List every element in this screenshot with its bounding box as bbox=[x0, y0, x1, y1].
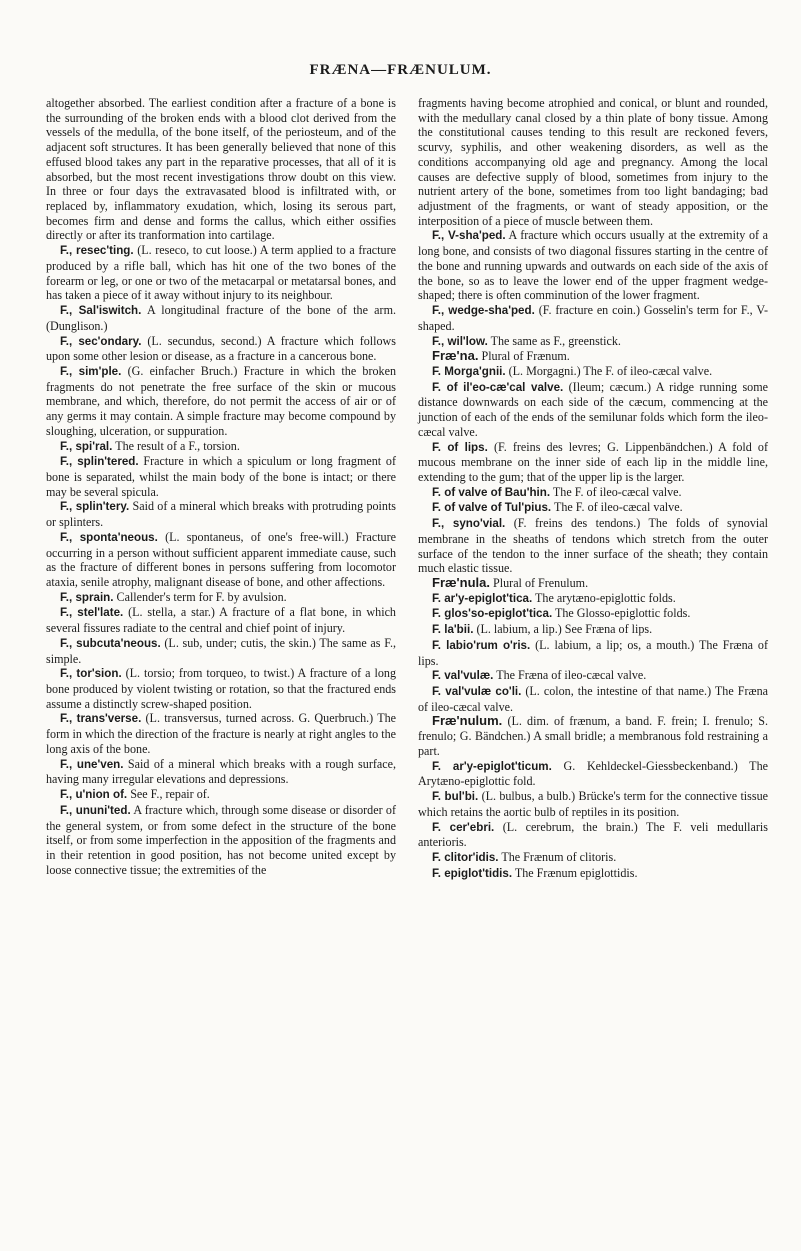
entry-text: The Frænum epiglottidis. bbox=[514, 865, 638, 880]
dictionary-entry bbox=[418, 485, 768, 501]
entry-headword: F. epiglot'tidis. bbox=[432, 866, 513, 880]
entry-text: A fracture which, through some disease or disorder of the general system, or from some defect in the structure of the bone itself, or from some imperfection in the apposition of the fragments and in their retention in good position, has not become united except by loose connective tissue; the extremities of the bbox=[46, 802, 396, 877]
dictionary-entry bbox=[418, 820, 768, 850]
dictionary-entry bbox=[418, 684, 768, 714]
entry-headword: F., Sal'iswitch. bbox=[60, 304, 142, 318]
dictionary-entry bbox=[46, 787, 396, 803]
dictionary-entry bbox=[46, 590, 396, 606]
entry-text: A fracture which occurs usually at the extremity of a long bone, and consists of two diagonal fissures starting in the centre of the bone and running upwards and outwards on each side of the axis of the bone, so as to leave the lower end of the upper fragment wedge-shaped; there is often comminution of the lower fragment. bbox=[418, 228, 769, 303]
entry-headword: F., une'ven. bbox=[60, 757, 124, 771]
entry-text: The arytæno-epiglottic folds. bbox=[535, 590, 676, 605]
entry-headword: F., spi'ral. bbox=[60, 439, 113, 453]
entry-headword: Fræ'nulum. bbox=[432, 713, 503, 729]
entry-headword: F. la'bii. bbox=[432, 623, 474, 637]
dictionary-entry bbox=[418, 576, 768, 591]
entry-text: (L. spontaneus, of one's free-will.) Fracture occurring in a person without sufficient apparent immediate cause, such as the fracture of different bones in persons suffering from locomotor ataxia, senile atrophy, malignant disease of bone, and other affections. bbox=[46, 529, 396, 589]
entry-text: (L. sub, under; cutis, the skin.) The same as F., simple. bbox=[46, 635, 396, 666]
dictionary-entry bbox=[46, 711, 396, 756]
entry-headword: F. val'vulæ. bbox=[432, 669, 494, 683]
entry-text: (F. freins des levres; G. Lippenbändchen.) A fold of mucous membrane on the inner side of each lip in the middle line, extending to the gum; that of the upper lip is the larger. bbox=[418, 439, 768, 484]
entry-headword: F. val'vulæ co'li. bbox=[432, 685, 522, 699]
entry-text: A longitudinal fracture of the bone of the arm. (Dunglison.) bbox=[46, 303, 397, 333]
dictionary-entry bbox=[418, 364, 768, 380]
entry-headword: F. Morga'gnii. bbox=[432, 364, 506, 378]
entry-headword: F., wedge-sha'ped. bbox=[432, 304, 535, 318]
entry-text: (F. freins des tendons.) The folds of synovial membrane in the sheaths of tendons which stretch from the outer surface of the tendon to the inner surface of the sheath; they contain much elastic tissue. bbox=[418, 516, 768, 576]
dictionary-entry bbox=[46, 803, 396, 878]
dictionary-entry bbox=[418, 380, 768, 440]
entry-headword: F., trans'verse. bbox=[60, 712, 142, 726]
page-header: FRÆNA—FRÆNULUM. bbox=[309, 62, 492, 78]
entry-text: (L. dim. of frænum, a band. F. frein; I. frenulo; S. frenulo; G. Bändchen.) A small bridle; a membranous fold restraining a part. bbox=[418, 714, 768, 758]
entry-headword: F., V-sha'ped. bbox=[432, 229, 506, 243]
entry-headword: F. glos'so-epiglot'tica. bbox=[432, 607, 553, 621]
dictionary-entry bbox=[418, 789, 768, 819]
entry-text: (G. einfacher Bruch.) Fracture in which the broken fragments do not penetrate the free surface of the skin or mucous membrane, and which, therefore, do not permit the access of air or of any germs it may contain. A simple fracture may become compound by sloughing, ulceration, or suppuration. bbox=[46, 363, 396, 438]
entry-headword: F. labio'rum o'ris. bbox=[432, 638, 531, 652]
entry-text: Fracture in which a spiculum or long fragment of bone is separated, whilst the main body of the bone is intact; or there may be several spicula. bbox=[46, 454, 396, 499]
entry-text: The Fræna of ileo-cæcal valve. bbox=[496, 668, 647, 683]
dictionary-entry bbox=[46, 303, 396, 333]
entry-headword: F., ununi'ted. bbox=[60, 803, 131, 817]
entry-headword: F. ar'y-epiglot'tica. bbox=[432, 591, 533, 605]
entry-text: (L. stella, a star.) A fracture of a flat bone, in which several fissures radiate to the central and chief point of injury. bbox=[46, 605, 396, 636]
dictionary-entry bbox=[418, 850, 768, 866]
dictionary-entry bbox=[418, 228, 768, 303]
dictionary-entry bbox=[418, 759, 768, 789]
dictionary-entry bbox=[46, 439, 396, 455]
entry-headword: F. clitor'idis. bbox=[432, 850, 499, 864]
dictionary-entry bbox=[46, 757, 396, 787]
entry-headword: F., sim'ple. bbox=[60, 364, 122, 378]
entry-headword: F., u'nion of. bbox=[60, 788, 128, 802]
entry-text: (L. labium, a lip; os, a mouth.) The Fræna of lips. bbox=[418, 637, 768, 668]
entry-text: (L. Morgagni.) The F. of ileo-cæcal valve. bbox=[508, 363, 713, 378]
entry-headword: F., sprain. bbox=[60, 590, 114, 604]
dictionary-entry bbox=[418, 866, 768, 882]
entry-text: (L. labium, a lip.) See Fræna of lips. bbox=[476, 622, 653, 637]
entry-headword: F. of valve of Tul'pius. bbox=[432, 501, 552, 515]
entry-headword: F., subcuta'neous. bbox=[60, 636, 161, 650]
dictionary-entry bbox=[46, 364, 396, 439]
dictionary-entry bbox=[418, 349, 768, 364]
entry-headword: F., tor'sion. bbox=[60, 667, 122, 681]
entry-text: G. Kehldeckel-Giessbeckenband.) The Arytæno-epiglottic fold. bbox=[418, 758, 768, 789]
entry-headword: Fræ'nula. bbox=[432, 575, 490, 590]
entry-text: (L. cerebrum, the brain.) The F. veli medullaris anterioris. bbox=[418, 819, 768, 850]
dictionary-entry bbox=[46, 605, 396, 635]
entry-text: See F., repair of. bbox=[130, 787, 210, 802]
entry-text: The same as F., greenstick. bbox=[490, 333, 621, 348]
right-column bbox=[418, 96, 768, 881]
entry-headword: F. of il'eo-cæ'cal valve. bbox=[432, 380, 564, 394]
entry-headword: F. bul'bi. bbox=[432, 790, 479, 804]
entry-text: Said of a mineral which breaks with protruding points or splinters. bbox=[46, 499, 397, 530]
dictionary-entry bbox=[46, 243, 396, 303]
entry-text: (L. transversus, turned across. G. Querbruch.) The form in which the direction of the fracture is nearly at right angles to the long axis of the bone. bbox=[46, 711, 396, 756]
entry-headword: F. ar'y-epiglot'ticum. bbox=[432, 759, 552, 773]
entry-headword: F., wil'low. bbox=[432, 334, 488, 348]
entry-headword: F. of valve of Bau'hin. bbox=[432, 485, 551, 499]
dictionary-entry bbox=[418, 638, 768, 668]
entry-headword: F., stel'late. bbox=[60, 606, 124, 620]
dictionary-entry bbox=[418, 622, 768, 638]
dictionary-entry bbox=[418, 606, 768, 622]
entry-headword: F. cer'ebri. bbox=[432, 820, 495, 834]
entry-text: (L. colon, the intestine of that name.) The Fræna of ileo-cæcal valve. bbox=[418, 684, 768, 714]
entry-text: (L. reseco, to cut loose.) A term applied to a fracture produced by a rifle ball, which has hit one of the two bones of the forearm or leg, or one or two of the metacarpal or metatarsal bones, and has taken a piece of it away without injury to its neighbour. bbox=[46, 243, 396, 303]
dictionary-entry bbox=[46, 334, 396, 364]
entry-text: The F. of ileo-cæcal valve. bbox=[553, 500, 683, 515]
entry-text: (L. bulbus, a bulb.) Brücke's term for the connective tissue which retains the aortic bulb of reptiles in its position. bbox=[418, 789, 768, 819]
dictionary-entry bbox=[418, 303, 768, 333]
entry-text: altogether absorbed. The earliest condition after a fracture of a bone is the surrounding of the broken ends with a blood clot derived from the vessels of the medulla, of the bone itself, of the periosteum, and of the adjacent soft structures. It has been generally believed that none of this effused blood takes any part in the reparative processes, that all of it is absorbed, but the most recent investigations throw doubt on this view. In three or four days the extravasated blood is infiltrated with, or replaced by, inflammatory exudation, which, losing its serous part, becomes firm and dense and forms the callus, which either ossifies directly or after its tranformation into cartilage. bbox=[46, 96, 396, 243]
dictionary-entry bbox=[418, 668, 768, 684]
entry-text: The Glosso-epiglottic folds. bbox=[554, 606, 691, 621]
dictionary-entry bbox=[46, 454, 396, 499]
entry-text: Said of a mineral which breaks with a rough surface, having many irregular elevations and depressions. bbox=[46, 756, 396, 787]
entry-text: The result of a F., torsion. bbox=[115, 438, 240, 453]
entry-headword: F., splin'tered. bbox=[60, 455, 139, 469]
dictionary-entry bbox=[418, 96, 768, 228]
dictionary-entry bbox=[418, 591, 768, 607]
dictionary-entry bbox=[418, 714, 768, 758]
entry-headword: F., sec'ondary. bbox=[60, 334, 142, 348]
dictionary-entry bbox=[418, 516, 768, 576]
entry-headword: F., syno'vial. bbox=[432, 517, 506, 531]
entry-headword: F., splin'tery. bbox=[60, 500, 130, 514]
dictionary-entry bbox=[418, 500, 768, 516]
entry-headword: F., sponta'neous. bbox=[60, 530, 158, 544]
dictionary-entry bbox=[46, 666, 396, 711]
dictionary-entry bbox=[46, 499, 396, 529]
entry-text: (L. torsio; from torqueo, to twist.) A fracture of a long bone produced by violent twisting or rotation, so that the fractured ends assume a distinctly screw-shaped position. bbox=[46, 666, 396, 711]
entry-text: The Frænum of clitoris. bbox=[501, 849, 617, 864]
entry-headword: F. of lips. bbox=[432, 440, 488, 454]
entry-text: The F. of ileo-cæcal valve. bbox=[552, 484, 682, 499]
dictionary-entry bbox=[46, 530, 396, 590]
dictionary-entry bbox=[418, 334, 768, 350]
entry-text: Plural of Frenulum. bbox=[493, 576, 589, 590]
dictionary-entry bbox=[418, 440, 768, 485]
entry-text: fragments having become atrophied and conical, or blunt and rounded, with the medullary canal closed by a thin plate of bony tissue. Among the constitutional causes tending to this result are reckoned fevers, scurvy, syphilis, and other weakening disorders, as well as the conditions accompanying old age and pregnancy. Among the local causes are defective supply of blood, sometimes from injury to the nutrient artery of the bone, sometimes from too light bandaging; bad adjustment of the fragments, or want of steady apposition, or the interposition of a piece of muscle between them. bbox=[418, 96, 768, 228]
dictionary-entry bbox=[46, 636, 396, 666]
left-column bbox=[46, 96, 396, 877]
entry-text: (F. fracture en coin.) Gosselin's term for F., V-shaped. bbox=[418, 303, 768, 333]
dictionary-entry bbox=[46, 96, 396, 243]
entry-text: (Ileum; cæcum.) A ridge running some distance downwards on each side of the cæcum, commencing at the junction of each of the ends of the semilunar folds which form the ileo-cæcal valve. bbox=[418, 379, 769, 439]
entry-headword: F., resec'ting. bbox=[60, 244, 134, 258]
entry-text: (L. secundus, second.) A fracture which follows upon some other lesion or disease, as a fracture in a cancerous bone. bbox=[46, 333, 396, 364]
entry-text: Callender's term for F. by avulsion. bbox=[116, 589, 287, 604]
entry-headword: Fræ'na. bbox=[432, 348, 479, 364]
entry-text: Plural of Frænum. bbox=[481, 349, 570, 364]
